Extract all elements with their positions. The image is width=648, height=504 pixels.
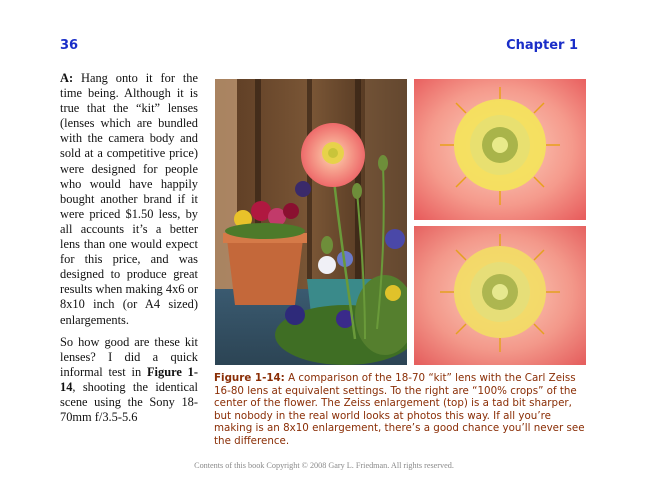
figure-caption <box>214 372 586 448</box>
figure-reference: Figure 1-14 <box>60 364 198 394</box>
zeiss-crop-photo <box>414 79 586 220</box>
test-text-end: , shooting the identical scene using the Sony 18-70mm f/3.5-5.6 <box>60 379 198 425</box>
answer-paragraph <box>60 71 198 328</box>
test-text-start: So how good are these kit lenses? I did a quick informal test in <box>60 334 198 379</box>
test-paragraph <box>60 335 198 426</box>
figure-caption-text: A comparison of the 18-70 “kit” lens with the Carl Zeiss 16-80 lens at equivalent settings. To the right are “100% crops” of the center of the flower. The Zeiss enlargement (top) is a tad bit sharper, but nobody in the real world looks at photos this way. If all you’re making is an 8x10 enlargement, there’s a good chance you’ll never see the difference. <box>214 372 585 447</box>
answer-label: A: <box>60 71 74 85</box>
answer-text: Hang onto it for the time being. Although it is true that the “kit” lenses (lenses which are bundled with the camera body and sold at a competitive price) were designed for people who would have happily bought another brand if it were priced $1.50 less, by all accounts it’s a better lens than one would expect for this price, and was designed to produce great results when making 4x6 or 8x10 inch (or A4 sized) enlargements. <box>60 71 198 327</box>
page-number: 36 <box>60 38 79 53</box>
copyright-footer: Contents of this book Copyright © 2008 Gary L. Friedman. All rights reserved. <box>194 461 454 470</box>
figure-label: Figure 1-14: <box>214 372 285 384</box>
poppy-garden-photo <box>215 79 407 365</box>
chapter-title: Chapter 1 <box>506 38 578 53</box>
kit-lens-crop-photo <box>414 226 586 365</box>
body-text-column <box>60 71 198 432</box>
